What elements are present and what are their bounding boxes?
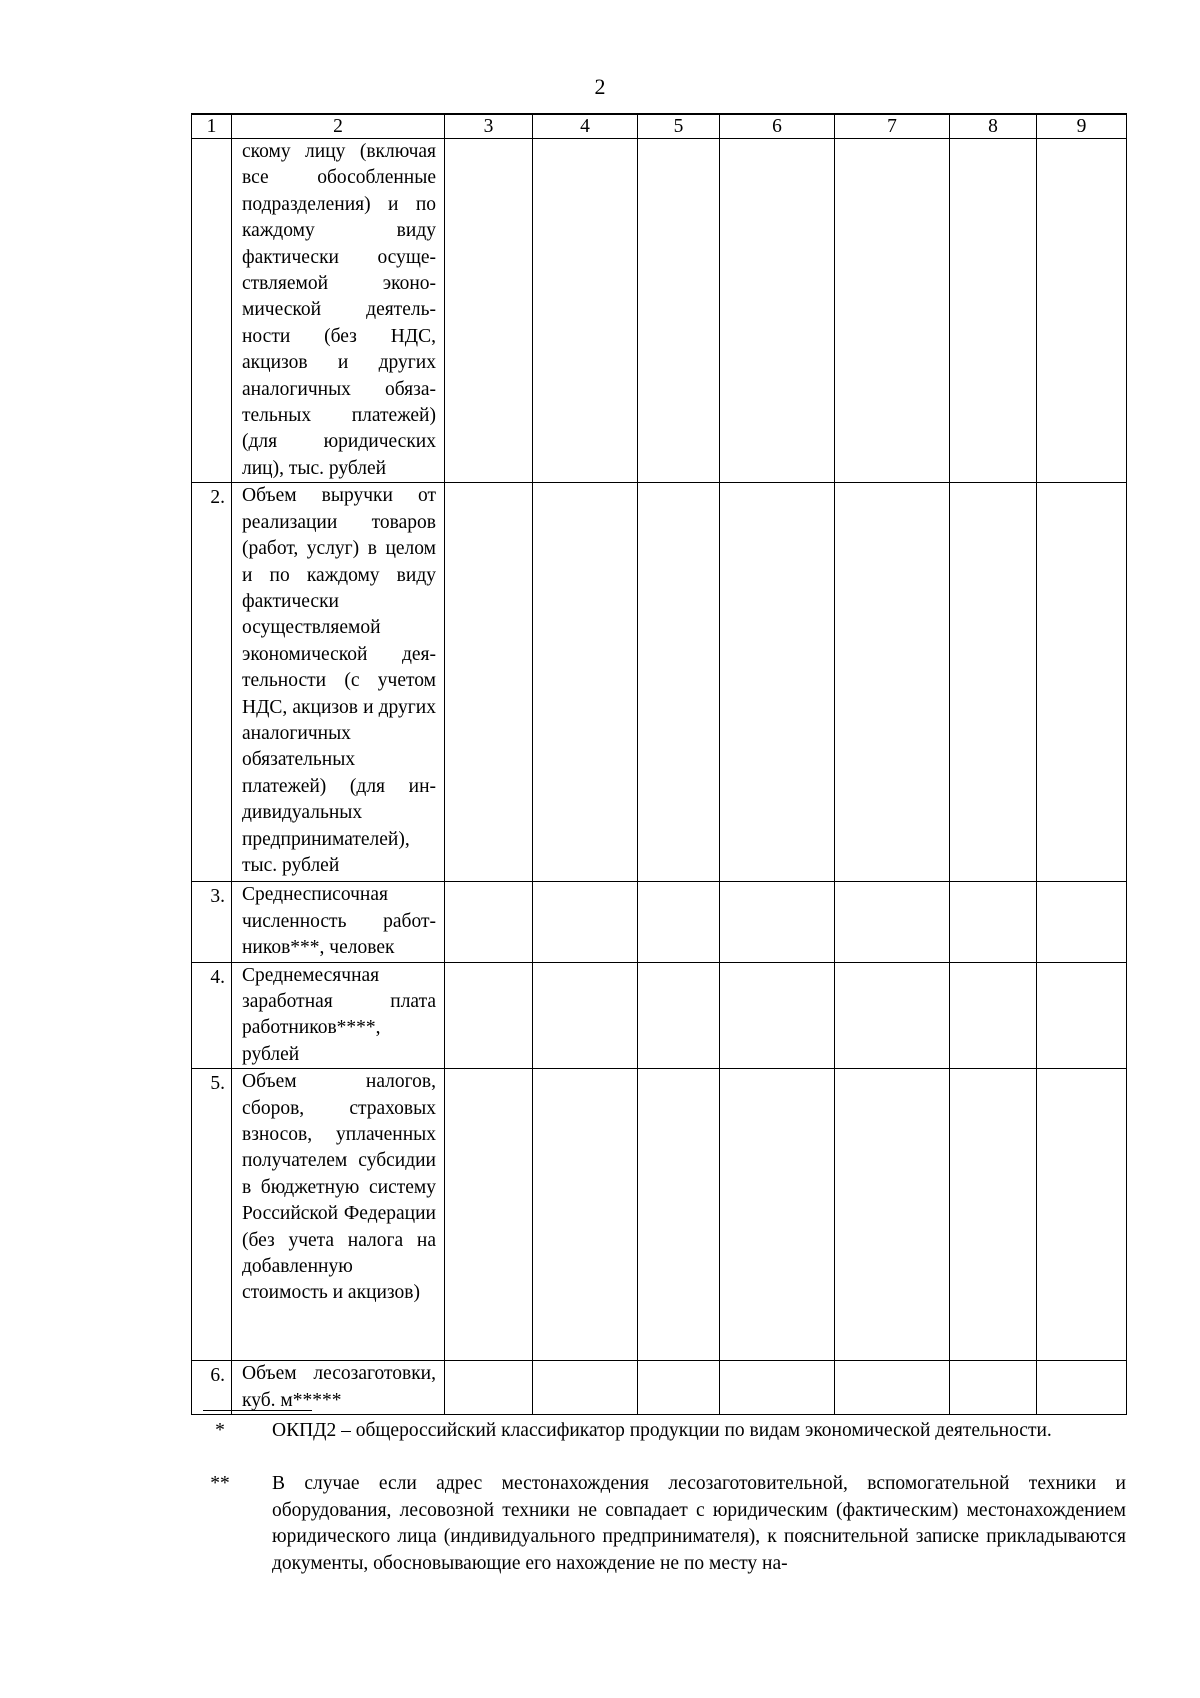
footnote-text: В случае если адрес местонахождения лесозаготовительной, вспомогательной техники и оборудования, лесовозной техники не совпадает с юридическим (фактическим) местонахождением юридического лица (индивидуального предпринимателя), к пояснительной записке прикладываются документы, обосновывающие его нахождение не по месту на-	[272, 1473, 1126, 1574]
value-cell	[638, 1361, 720, 1415]
col-header: 5	[638, 114, 720, 139]
indicator-name: Объем лесозаготовки, куб. м*****	[232, 1361, 445, 1415]
value-cell	[638, 1069, 720, 1361]
value-cell	[950, 139, 1037, 483]
value-cell	[638, 139, 720, 483]
value-cell	[950, 882, 1037, 962]
value-cell	[638, 962, 720, 1069]
footnote-separator	[203, 1410, 312, 1411]
value-cell	[1037, 1361, 1127, 1415]
col-header: 9	[1037, 114, 1127, 139]
value-cell	[835, 483, 950, 882]
value-cell	[950, 483, 1037, 882]
value-cell	[445, 1069, 533, 1361]
value-cell	[638, 882, 720, 962]
value-cell	[720, 882, 835, 962]
value-cell	[445, 1361, 533, 1415]
value-cell	[720, 483, 835, 882]
value-cell	[1037, 139, 1127, 483]
value-cell	[533, 483, 638, 882]
value-cell	[1037, 962, 1127, 1069]
row-number: 6.	[192, 1361, 232, 1415]
row-number: 2.	[192, 483, 232, 882]
footnote	[198, 1418, 1126, 1445]
col-header: 3	[445, 114, 533, 139]
indicator-name: Среднесписочная численность работников***, человек	[232, 882, 445, 962]
value-cell	[720, 1069, 835, 1361]
value-cell	[720, 962, 835, 1069]
col-header: 7	[835, 114, 950, 139]
table-row	[192, 1069, 1127, 1361]
value-cell	[720, 1361, 835, 1415]
footnote	[198, 1471, 1126, 1577]
table-row	[192, 1361, 1127, 1415]
value-cell	[533, 139, 638, 483]
value-cell	[835, 962, 950, 1069]
value-cell	[1037, 882, 1127, 962]
value-cell	[835, 882, 950, 962]
value-cell	[950, 1361, 1037, 1415]
indicator-name: Среднемесячная заработная плата работников****, рублей	[232, 962, 445, 1069]
page-number: 2	[594, 74, 606, 99]
value-cell	[445, 962, 533, 1069]
row-number: 4.	[192, 962, 232, 1069]
value-cell	[445, 483, 533, 882]
footnote-mark: *	[215, 1420, 225, 1441]
indicator-name: Объем налогов, сборов, страховых взносов, уплаченных получателем субсидии в бюджетную систему Российской Федерации (без учета налога на добавленную стоимость и акцизов)	[232, 1069, 445, 1361]
value-cell	[950, 962, 1037, 1069]
col-header: 6	[720, 114, 835, 139]
col-header: 2	[232, 114, 445, 139]
row-number: 5.	[192, 1069, 232, 1361]
report-table	[191, 113, 1127, 1415]
table-row	[192, 483, 1127, 882]
col-header: 4	[533, 114, 638, 139]
table-row	[192, 962, 1127, 1069]
footnote-text: ОКПД2 – общероссийский классификатор продукции по видам экономической деятельности.	[272, 1420, 1052, 1441]
header-row	[192, 114, 1127, 139]
value-cell	[950, 1069, 1037, 1361]
value-cell	[720, 139, 835, 483]
value-cell	[533, 1361, 638, 1415]
value-cell	[533, 882, 638, 962]
table-row	[192, 139, 1127, 483]
value-cell	[533, 962, 638, 1069]
value-cell	[445, 882, 533, 962]
value-cell	[835, 139, 950, 483]
value-cell	[835, 1361, 950, 1415]
value-cell	[835, 1069, 950, 1361]
footnote-mark: **	[210, 1473, 230, 1494]
col-header: 8	[950, 114, 1037, 139]
indicator-name: Объем выручки от реализации товаров (работ, услуг) в целом и по каждому виду фактически осуществляемой экономической деятельности (с учетом НДС, акцизов и других аналогичных обязательных платежей) (для индивидуальных предпринимателей), тыс. рублей	[232, 483, 445, 882]
value-cell	[1037, 1069, 1127, 1361]
value-cell	[638, 483, 720, 882]
row-number: 3.	[192, 882, 232, 962]
value-cell	[1037, 483, 1127, 882]
value-cell	[445, 139, 533, 483]
indicator-name: скому лицу (включая все обособленные подразделения) и по каждому виду фактически осуществляемой экономической деятельности (без НДС, акцизов и других аналогичных обязательных платежей) (для юридических лиц), тыс. рублей	[232, 139, 445, 483]
col-header: 1	[192, 114, 232, 139]
row-number	[192, 139, 232, 483]
table-row	[192, 882, 1127, 962]
value-cell	[533, 1069, 638, 1361]
